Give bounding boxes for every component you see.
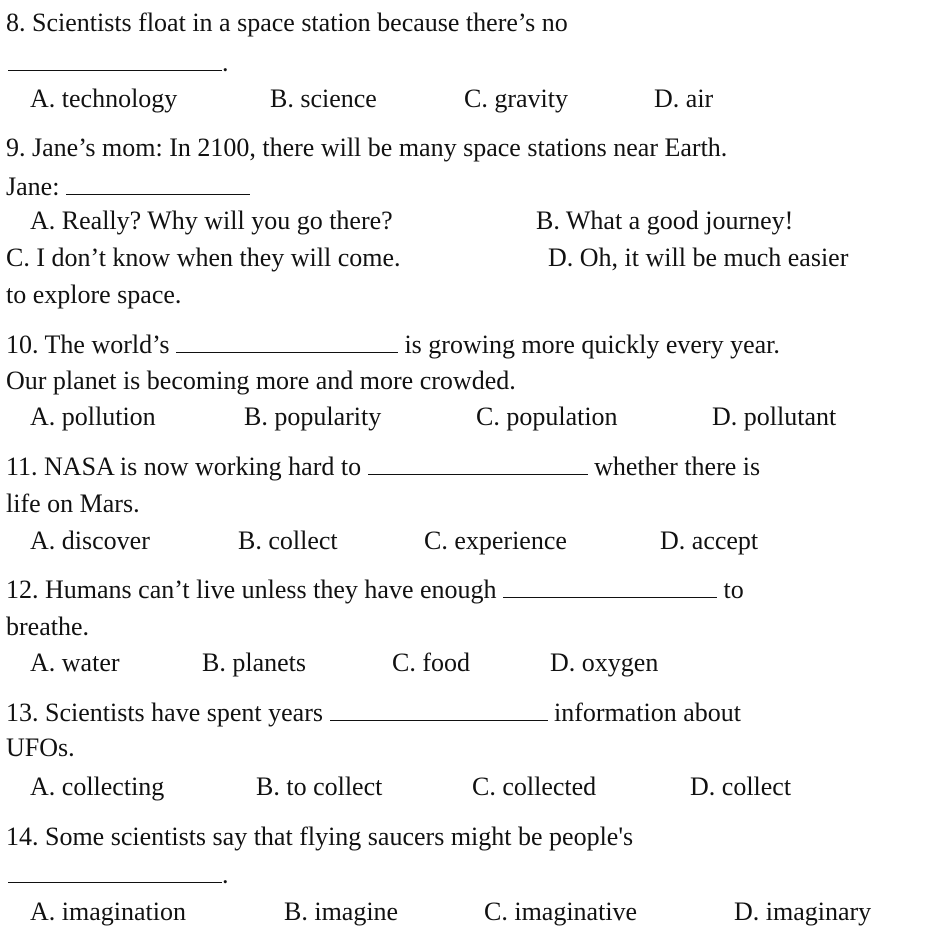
answer-blank[interactable] — [176, 351, 398, 353]
question-11-stem-line-2: life on Mars. — [6, 489, 140, 518]
question-13-stem: 13. Scientists have spent years information about — [6, 698, 742, 727]
option-c[interactable]: C. imaginative — [484, 897, 638, 926]
question-14-stem — [6, 822, 633, 852]
option-b[interactable]: B. to collect — [256, 772, 383, 801]
option-c[interactable]: C. food — [392, 648, 470, 677]
option-d[interactable]: D. air — [654, 84, 714, 113]
option-a[interactable]: A. water — [30, 648, 120, 677]
answer-blank[interactable] — [8, 881, 222, 883]
question-13-stem-line-2: UFOs. — [6, 733, 75, 762]
question-8-stem-line-2: . — [8, 48, 229, 78]
question-12-stem: 12. Humans can’t live unless they have enough to — [6, 575, 744, 604]
option-b[interactable]: B. planets — [202, 648, 306, 677]
option-c[interactable]: C. population — [476, 402, 618, 431]
option-c[interactable]: C. experience — [424, 526, 567, 555]
question-14-text: 14. Some scientists say that flying saucers might be people's — [6, 822, 634, 851]
question-9-text: 9. Jane’s mom: In 2100, there will be many space stations near Earth. — [6, 133, 728, 162]
option-a[interactable]: A. Really? Why will you go there? — [30, 206, 393, 235]
question-8-text: 8. Scientists float in a space station because there’s no — [6, 8, 568, 37]
option-a[interactable]: A. technology — [30, 84, 178, 113]
option-b[interactable]: B. imagine — [284, 897, 399, 926]
option-b[interactable]: B. collect — [238, 526, 338, 555]
option-d[interactable]: D. pollutant — [712, 402, 837, 431]
option-d[interactable]: D. imaginary — [734, 897, 872, 926]
option-a[interactable]: A. collecting — [30, 772, 165, 801]
question-11-stem: 11. NASA is now working hard to whether there is — [6, 452, 761, 481]
option-d-continuation: to explore space. — [6, 280, 182, 309]
option-a[interactable]: A. discover — [30, 526, 150, 555]
option-b[interactable]: B. popularity — [244, 402, 382, 431]
question-8-stem — [6, 8, 568, 38]
option-d[interactable]: D. Oh, it will be much easier — [548, 243, 849, 272]
answer-blank[interactable] — [330, 719, 548, 721]
option-b[interactable]: B. What a good journey! — [536, 206, 794, 235]
answer-blank[interactable] — [368, 473, 588, 475]
option-d[interactable]: D. oxygen — [550, 648, 659, 677]
answer-blank[interactable] — [8, 69, 222, 71]
answer-blank[interactable] — [66, 193, 250, 195]
question-14-stem-line-2: . — [8, 860, 229, 890]
option-c[interactable]: C. collected — [472, 772, 597, 801]
answer-blank[interactable] — [503, 596, 717, 598]
option-b[interactable]: B. science — [270, 84, 377, 113]
option-d[interactable]: D. collect — [690, 772, 792, 801]
question-9-stem — [6, 133, 727, 163]
option-a[interactable]: A. imagination — [30, 897, 186, 926]
option-c[interactable]: C. I don’t know when they will come. — [6, 243, 401, 272]
option-a[interactable]: A. pollution — [30, 402, 156, 431]
option-d[interactable]: D. accept — [660, 526, 759, 555]
question-10-stem: 10. The world’s is growing more quickly every year. — [6, 330, 780, 359]
question-12-stem-line-2: breathe. — [6, 612, 90, 641]
question-9-stem-line-2: Jane: — [6, 172, 250, 202]
question-10-stem-line-2: Our planet is becoming more and more crowded. — [6, 366, 516, 395]
option-c[interactable]: C. gravity — [464, 84, 568, 113]
